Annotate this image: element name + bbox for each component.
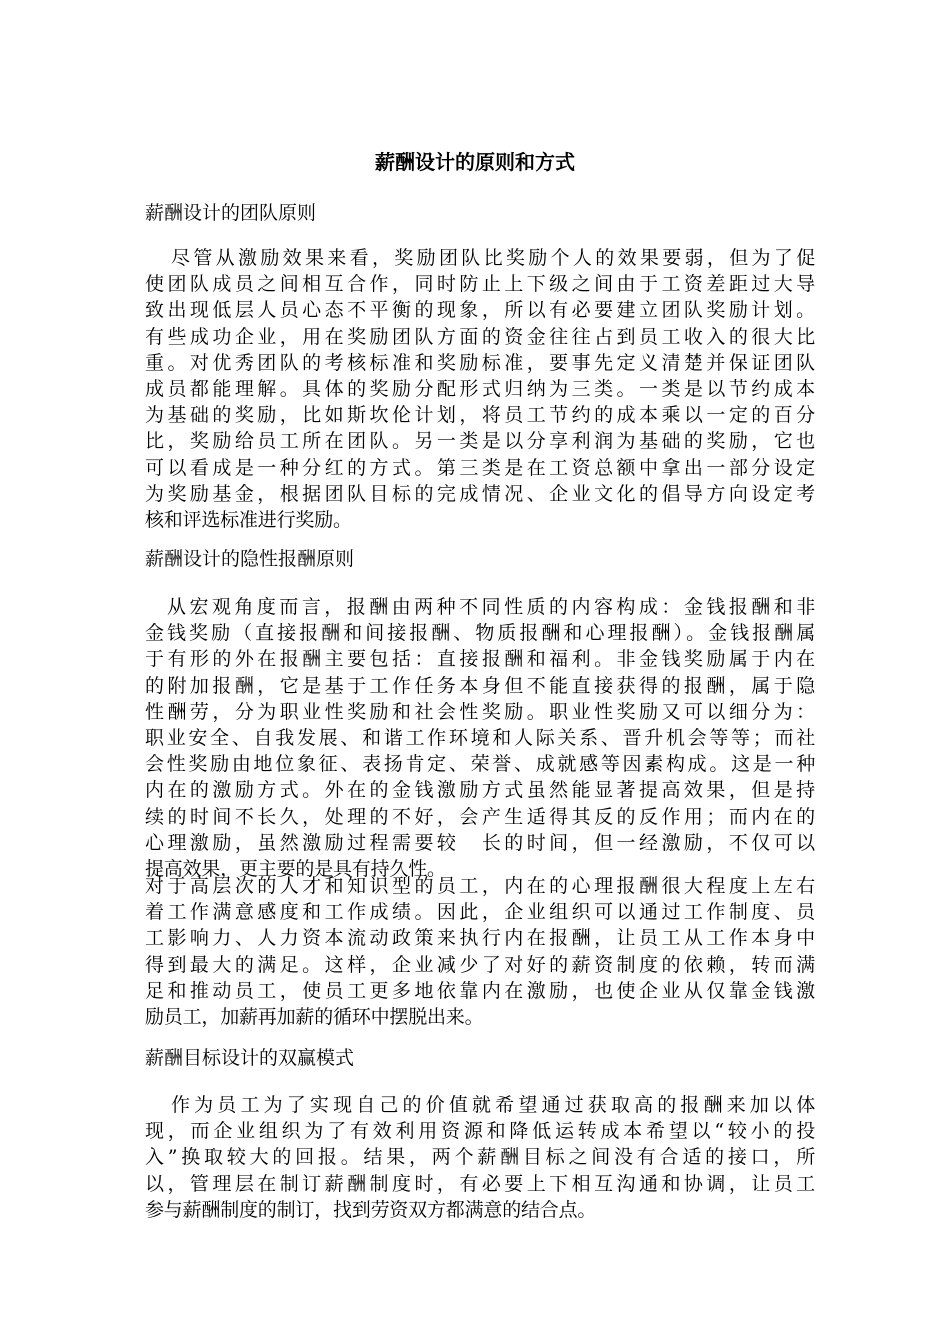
- paragraph-win-win-model: [145, 1092, 815, 1223]
- text-line: 核和评选标准进行奖励。: [145, 508, 352, 531]
- text-line: 使团队成员之间相互合作，同时防止上下级之间由于工资差距过大导: [145, 273, 815, 296]
- paragraph-hidden-reward-principle: [145, 594, 815, 882]
- text-line: 为奖励基金，根据团队目标的完成情况、企业文化的倡导方向设定考: [145, 482, 815, 505]
- text-line: 尽管从激励效果来看，奖励团队比奖励个人的效果要弱，但为了促: [171, 247, 815, 269]
- text-line: 着工作满意感度和工作成绩。因此，企业组织可以通过工作制度、员: [145, 901, 815, 924]
- text-line: 性酬劳，分为职业性奖励和社会性奖励。职业性奖励又可以细分为：: [145, 700, 815, 723]
- text-line: 以，管理层在制订薪酬制度时，有必要上下相互沟通和协调，让员工: [145, 1172, 815, 1195]
- text-line: 于有形的外在报酬主要包括：直接报酬和福利。非金钱奖励属于内在: [145, 648, 815, 671]
- text-line: 得到最大的满足。这样，企业减少了对好的薪资制度的依赖，转而满: [145, 953, 815, 976]
- text-line: 作为员工为了实现自己的价值就希望通过获取高的报酬来加以体: [171, 1094, 815, 1116]
- text-line: 成员都能理解。具体的奖励分配形式归纳为三类。一类是以节约成本: [145, 377, 815, 400]
- section-heading-team-principle: 薪酬设计的团队原则: [145, 202, 317, 224]
- section-heading-win-win-model: 薪酬目标设计的双赢模式: [145, 1047, 355, 1069]
- text-line: 为基础的奖励，比如斯坎伦计划，将员工节约的成本乘以一定的百分: [145, 404, 815, 427]
- text-line: 可以看成是一种分红的方式。第三类是在工资总额中拿出一部分设定: [145, 456, 815, 479]
- text-line: 职业安全、自我发展、和谐工作环境和人际关系、晋升机会等等；而社: [145, 726, 815, 749]
- text-line: 对于高层次的人才和知识型的员工，内在的心理报酬很大程度上左右: [145, 875, 815, 897]
- page-title: 薪酬设计的原则和方式: [375, 150, 575, 174]
- text-line: 从宏观角度而言，报酬由两种不同性质的内容构成：金钱报酬和非: [167, 596, 815, 618]
- text-line: 入”换取较大的回报。结果，两个薪酬目标之间没有合适的接口，所: [145, 1146, 815, 1169]
- text-line: 工影响力、人力资本流动政策来执行内在报酬，让员工从工作本身中: [145, 927, 815, 950]
- text-line: 致出现低层人员心态不平衡的现象，所以有必要建立团队奖励计划。: [145, 299, 815, 322]
- text-line: 续的时间不长久，处理的不好，会产生适得其反的反作用；而内在的: [145, 805, 815, 828]
- text-line: 内在的激励方式。外在的金钱激励方式虽然能显著提高效果，但是持: [145, 779, 815, 802]
- text-line: 的附加报酬，它是基于工作任务本身但不能直接获得的报酬，属于隐: [145, 674, 815, 697]
- text-line: 有些成功企业，用在奖励团队方面的资金往往占到员工收入的很大比: [145, 325, 815, 348]
- text-line: 金钱奖励（直接报酬和间接报酬、物质报酬和心理报酬）。金钱报酬属: [145, 622, 815, 645]
- paragraph-hidden-reward-followup: [145, 873, 815, 1030]
- text-line: 提高效果，更主要的是具有持久性。: [145, 857, 446, 880]
- text-line: 参与薪酬制度的制订，找到劳资双方都满意的结合点。: [145, 1198, 597, 1221]
- text-line: 会性奖励由地位象征、表扬肯定、荣誉、成就感等因素构成。这是一种: [145, 753, 815, 776]
- paragraph-team-principle: [145, 245, 815, 533]
- text-line: 比，奖励给员工所在团队。另一类是以分享利润为基础的奖励，它也: [145, 430, 815, 453]
- section-heading-hidden-reward-principle: 薪酬设计的隐性报酬原则: [145, 548, 355, 570]
- text-line: 心理激励，虽然激励过程需要较 长的时间，但一经激励，不仅可以: [145, 831, 815, 854]
- text-line: 现，而企业组织为了有效利用资源和降低运转成本希望以“较小的投: [145, 1120, 815, 1143]
- text-line: 重。对优秀团队的考核标准和奖励标准，要事先定义清楚并保证团队: [145, 351, 815, 374]
- text-line: 足和推动员工，使员工更多地依靠内在激励，也使企业从仅靠金钱激: [145, 979, 815, 1002]
- text-line: 励员工，加薪再加薪的循环中摆脱出来。: [145, 1005, 484, 1028]
